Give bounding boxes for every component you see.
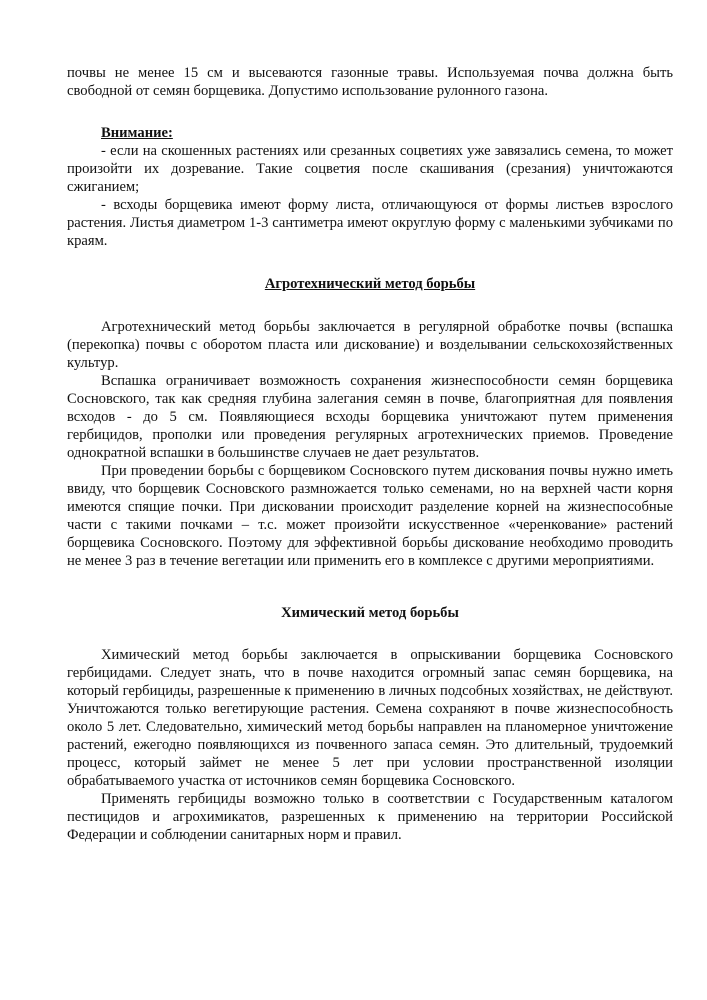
note-title: Внимание: [101,125,173,141]
agro-paragraph: При проведении борьбы с борщевиком Сосновского путем дискования почвы нужно иметь ввиду, что борщевик Сосновского размножается только семенами, но на верхней части корня имеются спящие почки. При дисковании происходит разделение корней на жизнеспособные части с такими почками – т.с. может произойти искусственное «черенкование» растений борщевика Сосновского. Поэтому для эффективной борьбы дискование необходимо проводить не менее 3 раз в течение вегетации или применить его в комплексе с другими мероприятиями. [67,463,673,569]
chem-heading: Химический метод борьбы [281,605,459,621]
agro-heading: Агротехнический метод борьбы [264,276,476,292]
note-item: - всходы борщевика имеют форму листа, отличающуюся от формы листьев взрослого растения. Листья диаметром 1-3 сантиметра имеют округлую форму с маленькими зубчиками по краям. [67,197,673,249]
agro-paragraph: Агротехнический метод борьбы заключается в регулярной обработке почвы (вспашка (перекопка) почвы с оборотом пласта или дискование) и возделывании сельскохозяйственных культур. [67,319,673,371]
intro-paragraph: почвы не менее 15 см и высеваются газонные травы. Используемая почва должна быть свободной от семян борщевика. Допустимо использование рулонного газона. [67,65,673,99]
note-item: - если на скошенных растениях или срезанных соцветиях уже завязались семена, то может произойти их дозревание. Такие соцветия после скашивания (срезания) уничтожаются сжиганием; [67,143,673,195]
document-page [67,64,673,844]
chem-paragraph: Химический метод борьбы заключается в опрыскивании борщевика Сосновского гербицидами. Следует знать, что в почве находится огромный запас семян борщевика, на который гербициды, разрешенные к применению в личных подсобных хозяйствах, не действуют. Уничтожаются только вегетирующие растения. Семена сохраняют в почве жизнеспособность около 5 лет. Следовательно, химический метод борьбы направлен на планомерное уничтожение растений, ежегодно появляющихся из почвенного запаса семян. Это длительный, трудоемкий процесс, который займет не менее 5 лет при условии пространственной изоляции обрабатываемого участка от источников семян борщевика Сосновского. [67,647,673,789]
chem-paragraph: Применять гербициды возможно только в соответствии с Государственным каталогом пестицидов и агрохимикатов, разрешенных к применению на территории Российской Федерации и соблюдении санитарных норм и правил. [67,791,673,843]
agro-paragraph: Вспашка ограничивает возможность сохранения жизнеспособности семян борщевика Сосновского, так как средняя глубина залегания семян в почве, благоприятная для появления всходов - до 5 см. Появляющиеся всходы борщевика уничтожают путем применения гербицидов, прополки или проведения регулярных агротехнических приемов. Проведение однократной вспашки в большинстве случаев не дает результатов. [67,373,673,461]
